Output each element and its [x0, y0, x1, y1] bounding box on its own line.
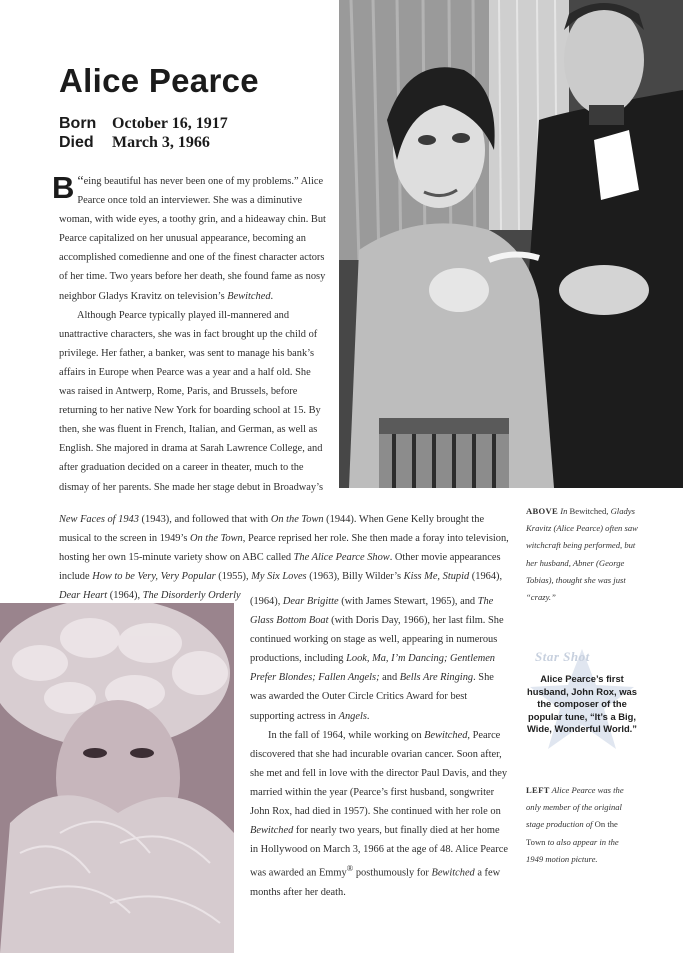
final-show-2: Bewitched	[250, 825, 294, 837]
caption-left	[526, 782, 638, 868]
films-title-1: Dear Brigitte	[282, 596, 339, 607]
films-text-3: (with Doris Day, 1966), her last film. She continued working on stage as well, appearing in numerous productions, including	[250, 615, 504, 665]
career-text-4: . Other movie appearances include	[59, 552, 501, 583]
stage-title-angels: Angels	[338, 710, 367, 722]
final-show-3: Bewitched	[431, 867, 475, 879]
films-title-2: The Glass Bottom Boat	[250, 596, 494, 627]
star-shot-text: Alice Pearce’s first husband, John Rox, was the composer of the popular tune, “It’s a Big, Wide, Wonderful World.”	[527, 673, 637, 735]
career-title-3: On the Town	[190, 533, 243, 545]
final-text-5: a few months after her death.	[250, 867, 501, 898]
career-title-5: How to be Very, Very Popular	[92, 571, 216, 583]
opening-quote: “	[77, 174, 84, 189]
intro-show-title: Bewitched	[227, 290, 271, 302]
caption-above-lead: ABOVE	[526, 506, 559, 516]
died-label: Died	[59, 134, 94, 151]
intro-end: .	[270, 290, 274, 302]
final-text-3: for nearly two years, but finally died at her home in Hollywood on March 3, 1966 at the age of 48. Alice Pearce was awarded an Emmy	[250, 825, 508, 879]
early-life-text: Although Pearce typically played ill-mannered and unattractive characters, she was in fact brought up the child of privilege. Her father, a banker, was sent to manage his bank’s affairs in Europe when Pearce was a year and a half old. She was raised in Antwerp, Rome, Paris, and Brussels, before returning to her native New York for boarding school at 15. By then, she was fluent in French, Italian, and German, as well as English. She majored in drama at Sarah Lawrence College, and after graduation decided on a career in theater, much to the dismay of her parents. She made her stage debut in Broadway’s	[59, 309, 324, 493]
caption-left-show: On the Town	[526, 819, 618, 847]
caption-above-text-2: , Gladys Kravitz (Alice Pearce) often saw witchcraft being performed, but her husband, Abner (George Tobias), thought she was just “crazy.”	[526, 506, 638, 603]
career-text-2: (1944). When Gene Kelly brought the musical to the screen in 1949’s	[59, 514, 485, 545]
caption-left-lead: LEFT	[526, 785, 550, 795]
final-show-1: Bewitched	[424, 729, 468, 741]
star-shot-title: Star Shot	[535, 649, 590, 664]
career-title-8: Dear Heart	[59, 590, 108, 602]
final-text-2: , Pearce discovered that she had incurable ovarian cancer. Soon after, she met and fell in love with the director Paul Davis, and they married within the year (Pearce’s first husband, songwriter John Rox, had died in 1957). She continued with her role on	[250, 729, 508, 818]
films-text-5: . She was awarded the Outer Circle Critics Award for best supporting actress in	[250, 672, 494, 722]
drop-cap: B	[52, 170, 75, 205]
caption-above	[526, 503, 638, 606]
final-text-1: In the fall of 1964, while working on	[268, 729, 425, 741]
career-text-6: (1963), Billy Wilder’s	[306, 571, 404, 583]
paragraph-final-years	[250, 726, 509, 902]
intro-text: eing beautiful has never been one of my problems.” Alice Pearce once told an interviewer. She was a diminutive woman, with wide eyes, a toothy grin, and a hideaway chin. But Pearce capitalized on her unusual appearance, becoming an accomplished comedienne and one of the finest character actors of her time. Two years before her death, she found fame as nosy neighbor Gladys Kravitz on television’s	[59, 176, 326, 302]
films-text-4: and	[379, 672, 400, 684]
registered-mark: ®	[346, 863, 354, 874]
caption-left-text-1: Alice Pearce was the only member of the original stage production of	[526, 785, 624, 830]
paragraph-intro	[52, 170, 329, 306]
career-text-7: (1964),	[469, 571, 503, 583]
born-date: October 16, 1917	[112, 115, 228, 132]
caption-left-text-2: to also appear in the 1949 motion picture.	[526, 836, 619, 864]
career-title-1: New Faces of 1943	[59, 514, 139, 525]
caption-above-text-1: In	[558, 506, 570, 516]
paragraph-films-stage	[250, 592, 509, 726]
films-text-1: (1964),	[250, 596, 283, 607]
career-text-5: (1955),	[215, 571, 252, 583]
death-line	[59, 134, 210, 152]
birth-line	[59, 115, 228, 133]
stage-titles: Look, Ma, I’m Dancing; Gentlemen Prefer Blondes; Fallen Angels;	[250, 653, 496, 684]
career-title-6: My Six Loves	[251, 571, 307, 583]
films-text-2: (with James Stewart, 1965), and	[338, 596, 478, 607]
career-title-9: The Disorderly Orderly	[142, 590, 241, 602]
career-title-4: The Alice Pearce Show	[293, 552, 390, 564]
career-text-1: (1943), and followed that with	[138, 514, 271, 525]
career-text-8: (1964),	[107, 590, 143, 602]
career-text-3: , Pearce reprised her role. She then made a foray into television, hosting her own 15-minute variety show on ABC called	[59, 533, 509, 564]
photo-alice-pearce-feathered-hat	[0, 603, 234, 953]
stage-title-bells: Bells Are Ringing	[399, 672, 474, 684]
caption-above-show: Bewitched	[569, 506, 607, 516]
career-title-7: Kiss Me, Stupid	[403, 571, 470, 583]
article-column-bottom	[250, 592, 509, 902]
article-column-top	[52, 170, 329, 497]
born-label: Born	[59, 115, 97, 132]
photo-alice-pearce-with-man	[339, 0, 683, 488]
films-text-6: .	[366, 710, 370, 722]
paragraph-early-life	[59, 306, 329, 497]
died-date: March 3, 1966	[112, 134, 210, 151]
final-text-4: posthumously for	[353, 867, 432, 879]
page-title: Alice Pearce	[59, 62, 259, 99]
career-title-2: On the Town	[270, 514, 324, 525]
